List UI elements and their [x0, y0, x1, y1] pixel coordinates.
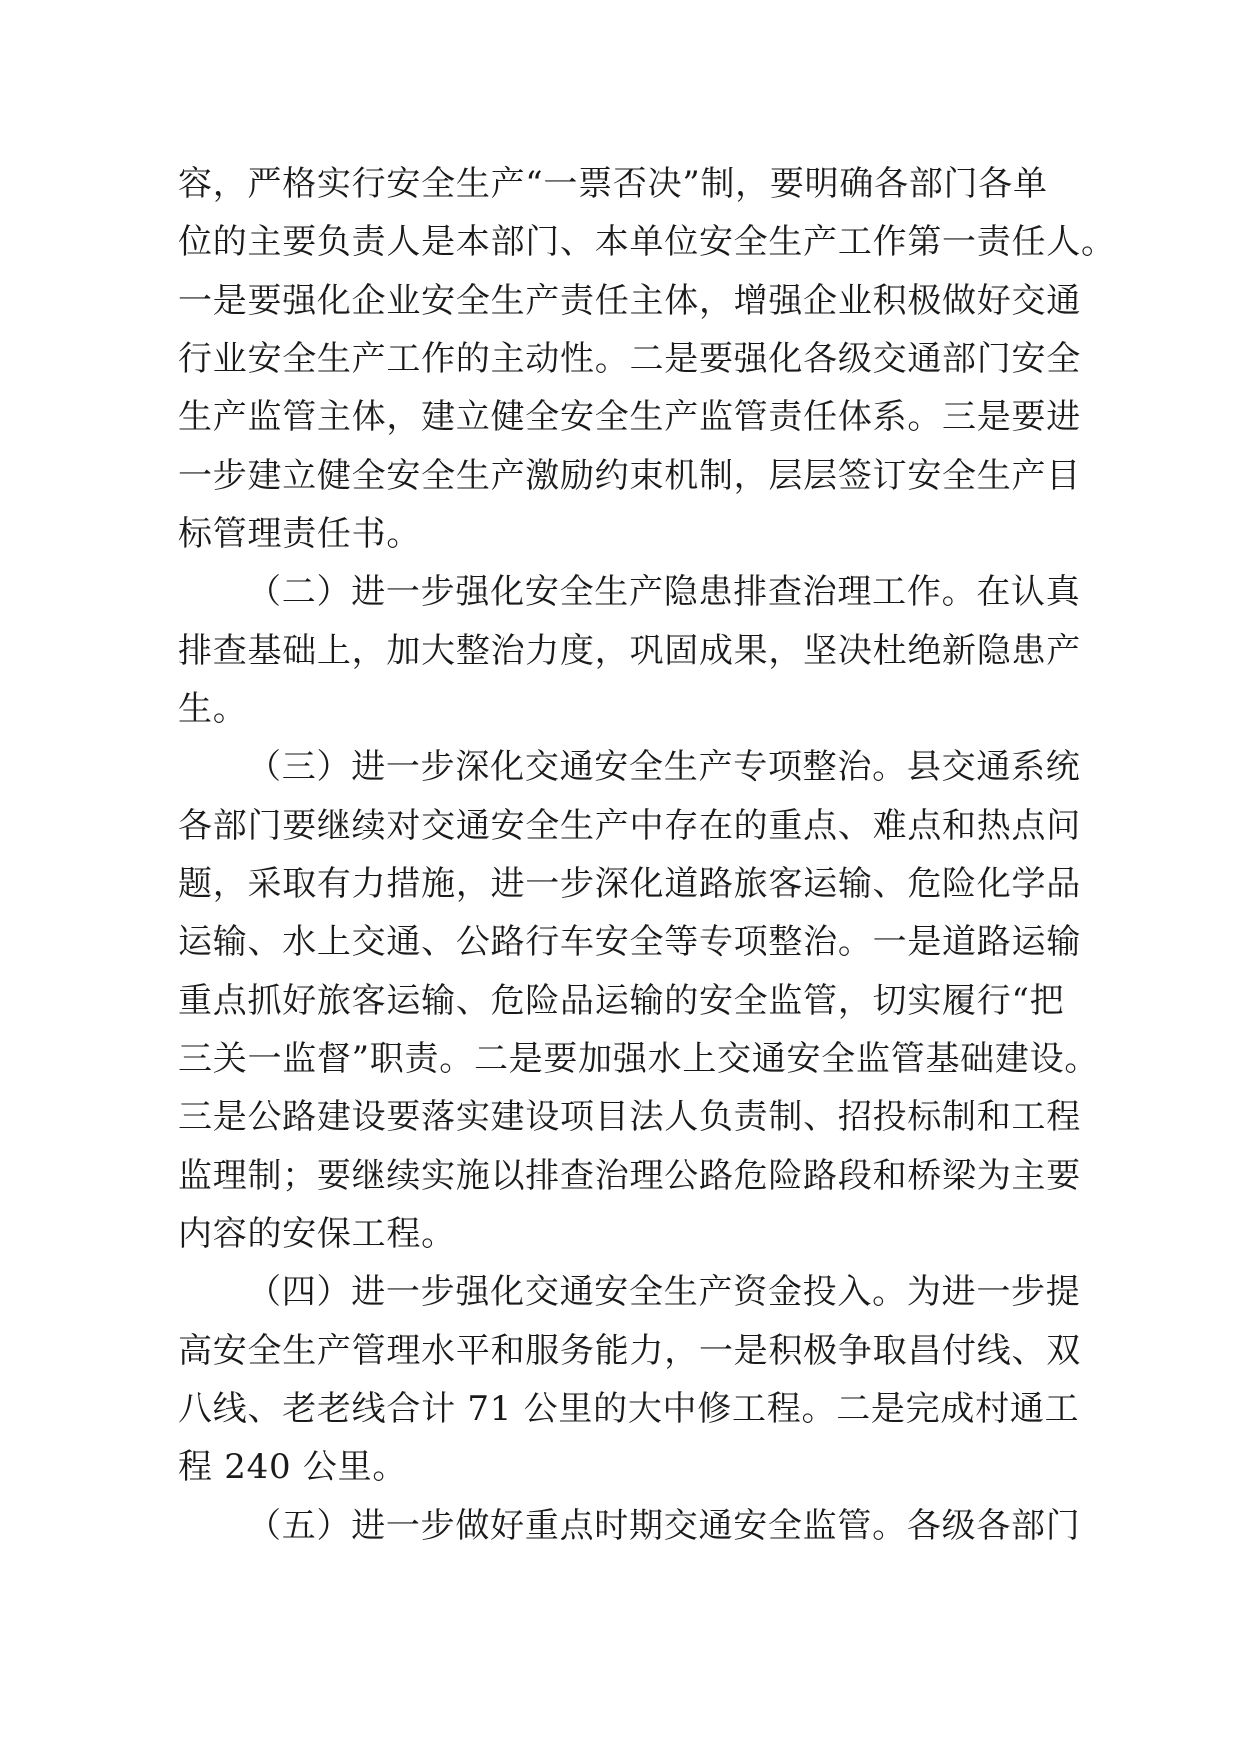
- paragraph: [178, 1263, 1081, 1496]
- paragraph: [178, 1497, 1081, 1555]
- paragraph: [178, 155, 1116, 563]
- text-line: 各部门要继续对交通安全生产中存在的重点、难点和热点问: [178, 805, 1081, 846]
- text-line: （二）进一步强化安全生产隐患排查治理工作。在认真: [247, 572, 1081, 613]
- text-line: 生产监管主体，建立健全安全生产监管责任体系。三是要进: [178, 397, 1081, 438]
- document-body: [178, 155, 1116, 1555]
- text-line: 程 240 公里。: [178, 1447, 408, 1488]
- text-line: 三关一监督”职责。二是要加强水上交通安全监管基础建设。: [178, 1038, 1100, 1079]
- text-line: 三是公路建设要落实建设项目法人负责制、招投标制和工程: [178, 1097, 1081, 1138]
- text-line: 八线、老老线合计 71 公里的大中修工程。二是完成村通工: [178, 1388, 1080, 1429]
- text-line: 容，严格实行安全生产“一票否决”制，要明确各部门各单: [178, 164, 1048, 204]
- paragraph: [178, 563, 1081, 738]
- paragraph: [178, 738, 1100, 1263]
- text-line: 一是要强化企业安全生产责任主体，增强企业积极做好交通: [178, 280, 1081, 321]
- text-line: 题，采取有力措施，进一步深化道路旅客运输、危险化学品: [178, 863, 1081, 904]
- text-line: 行业安全生产工作的主动性。二是要强化各级交通部门安全: [178, 338, 1081, 379]
- text-line: （五）进一步做好重点时期交通安全监管。各级各部门: [247, 1505, 1081, 1546]
- text-line: 内容的安保工程。: [178, 1213, 456, 1254]
- text-line: 一步建立健全安全生产激励约束机制，层层签订安全生产目: [178, 455, 1081, 496]
- text-line: 高安全生产管理水平和服务能力，一是积极争取昌付线、双: [178, 1330, 1081, 1371]
- text-line: （三）进一步深化交通安全生产专项整治。县交通系统: [247, 747, 1081, 788]
- text-line: 生。: [178, 688, 248, 729]
- text-line: 运输、水上交通、公路行车安全等专项整治。一是道路运输: [178, 922, 1081, 963]
- text-line: （四）进一步强化交通安全生产资金投入。为进一步提: [247, 1272, 1081, 1313]
- text-line: 排查基础上，加大整治力度，巩固成果，坚决杜绝新隐患产: [178, 630, 1081, 671]
- text-line: 监理制；要继续实施以排查治理公路危险路段和桥梁为主要: [178, 1155, 1081, 1196]
- text-line: 标管理责任书。: [178, 513, 422, 554]
- text-line: 重点抓好旅客运输、危险品运输的安全监管，切实履行“把: [178, 980, 1065, 1021]
- text-line: 位的主要负责人是本部门、本单位安全生产工作第一责任人。: [178, 222, 1116, 263]
